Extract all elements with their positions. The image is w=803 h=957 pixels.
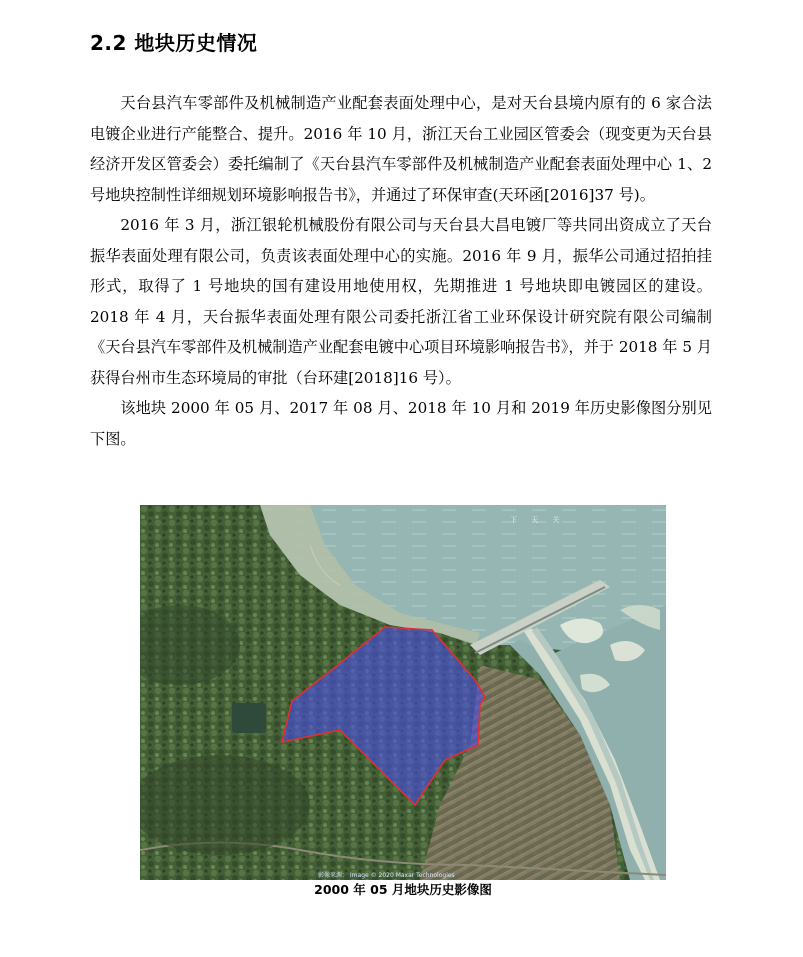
paragraph-3: 该地块 2000 年 05 月、2017 年 08 月、2018 年 10 月和 2019 年历史影像图分别见下图。 (90, 399, 712, 448)
body-text (90, 88, 712, 454)
section-heading: 2.2 地块历史情况 (90, 31, 258, 55)
satellite-image (140, 505, 666, 880)
satellite-map-graphic (140, 505, 666, 880)
image-credit: 影像来源： Image © 2020 Maxar Technologies (318, 872, 455, 879)
river-label: 下 天 关 (510, 516, 566, 524)
paragraph-1: 天台县汽车零部件及机械制造产业配套表面处理中心，是对天台县境内原有的 6 家合法电镀企业进行产能整合、提升。2016 年 10 月，浙江天台工业园区管委会（现变更为天台县经济开发区管委会）委托编制了《天台县汽车零部件及机械制造产业配套表面处理中心 1、2 号地块控制性详细规划环境影响报告书》，并通过了环保审查(天环函[2016]37 号)。 (90, 94, 712, 204)
figure-caption: 2000 年 05 月地块历史影像图 (314, 882, 492, 897)
paragraph-2: 2016 年 3 月，浙江银轮机械股份有限公司与天台县大昌电镀厂等共同出资成立了天台振华表面处理有限公司，负责该表面处理中心的实施。2016 年 9 月，振华公司通过招拍挂形式，取得了 1 号地块的国有建设用地使用权，先期推进 1 号地块即电镀园区的建设。2018 年 4 月，天台振华表面处理有限公司委托浙江省工业环保设计研究院有限公司编制《天台县汽车零部件及机械制造产业配套电镀中心项目环境影响报告书》，并于 2018 年 5 月获得台州市生态环境局的审批（台环建[2018]16 号）。 (90, 216, 712, 387)
